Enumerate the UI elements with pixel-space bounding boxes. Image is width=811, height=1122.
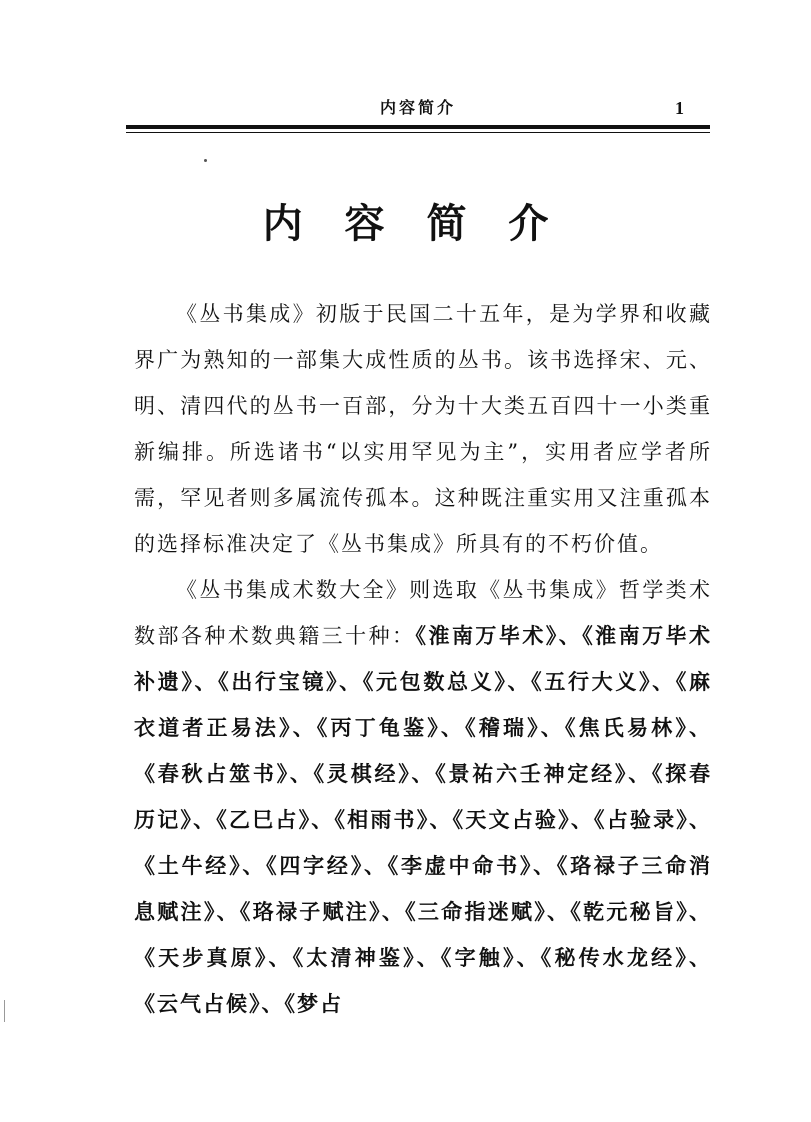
page-number: 1	[675, 98, 684, 118]
paragraph-intro: 《丛书集成》初版于民国二十五年，是为学界和收藏界广为熟知的一部集大成性质的丛书。该书选择宋、元、明、清四代的丛书一百部，分为十大类五百四十一小类重新编排。所选诸书“以实用罕见为主”，实用者应学者所需，罕见者则多属流传孤本。这种既注重实用又注重孤本的选择标准决定了《丛书集成》所具有的不朽价值。	[134, 302, 712, 556]
book-list: 《淮南万毕术》、《淮南万毕术补遗》、《出行宝镜》、《元包数总义》、《五行大义》、《麻衣道者正易法》、《丙丁龟鉴》、《稽瑞》、《焦氏易林》、《春秋占筮书》、《灵棋经》、《景祐六壬神定经》、《探春历记》、《乙巳占》、《相雨书》、《天文占验》、《占验录》、《土牛经》、《四字经》、《李虚中命书》、《珞禄子三命消息赋注》、《珞禄子赋注》、《三命指迷赋》、《乾元秘旨》、《天步真原》、《太清神鉴》、《字触》、《秘传水龙经》、《云气占候》、《梦占	[134, 624, 713, 1016]
header-rule-thin	[126, 132, 710, 133]
paragraph-contents-lead: 《丛书集成术数大全》则选取《丛书集成》哲学类术数部各种术数典籍三十种：	[134, 578, 712, 648]
scan-edge-mark	[4, 1000, 5, 1022]
paragraph-contents	[134, 567, 712, 1027]
header-rule-thick	[126, 125, 710, 129]
page-title: 内 容 简 介	[262, 201, 563, 247]
scan-speck	[204, 159, 207, 162]
running-head	[126, 96, 710, 124]
body-text	[134, 291, 712, 1027]
running-title: 内容简介	[379, 98, 456, 117]
